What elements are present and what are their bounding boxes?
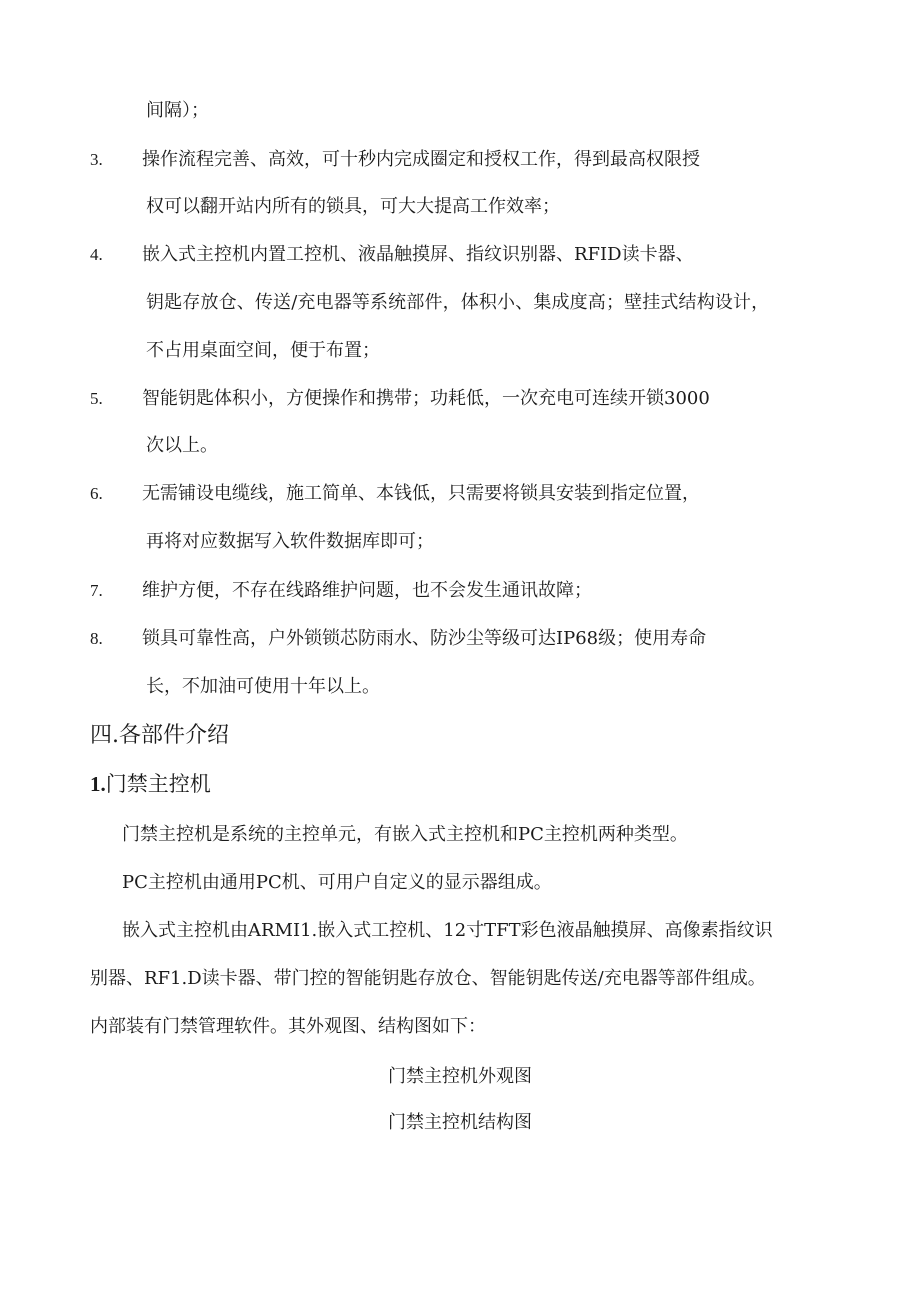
paragraph: 别器、RF1.D读卡器、带门控的智能钥匙存放仓、智能钥匙传送/充电器等部件组成。	[90, 968, 766, 989]
paragraph: 嵌入式主控机由ARMI1.嵌入式工控机、12寸TFT彩色液晶触摸屏、高像素指纹识	[122, 920, 773, 941]
figure-caption: 门禁主控机外观图	[388, 1066, 532, 1087]
list-item-number: 7.	[90, 581, 103, 600]
list-item-text: 钥匙存放仓、传送/充电器等系统部件，体积小、集成度高；壁挂式结构设计，	[146, 292, 770, 313]
paragraph: PC主控机由通用PC机、可用户自定义的显示器组成。	[122, 872, 552, 893]
list-item-number: 4.	[90, 245, 103, 264]
list-item-text: 智能钥匙体积小，方便操作和携带；功耗低，一次充电可连续开锁3000	[142, 388, 710, 409]
section-heading: 四.各部件介绍	[90, 723, 229, 748]
list-item-number: 5.	[90, 389, 103, 408]
subsection-heading	[90, 770, 211, 798]
list-item-text: 嵌入式主控机内置工控机、液晶触摸屏、指纹识别器、RFID读卡器、	[142, 244, 694, 265]
list-item-text: 权可以翻开站内所有的锁具，可大大提高工作效率；	[146, 196, 560, 217]
list-item-number: 6.	[90, 484, 103, 503]
paragraph: 内部装有门禁管理软件。其外观图、结构图如下：	[90, 1016, 486, 1037]
figure-caption: 门禁主控机结构图	[388, 1112, 532, 1133]
subsection-number: 1.	[90, 772, 106, 796]
list-item-text: 次以上。	[146, 435, 218, 456]
list-item-text: 维护方便，不存在线路维护问题，也不会发生通讯故障；	[142, 580, 592, 601]
list-item-number: 8.	[90, 629, 103, 648]
subsection-title: 门禁主控机	[105, 772, 211, 796]
paragraph: 门禁主控机是系统的主控单元，有嵌入式主控机和PC主控机两种类型。	[122, 824, 688, 845]
list-item-text: 锁具可靠性高，户外锁锁芯防雨水、防沙尘等级可达IP68级；使用寿命	[142, 628, 707, 649]
list-item-text: 再将对应数据写入软件数据库即可；	[146, 531, 434, 552]
continuation-text: 间隔）；	[146, 100, 209, 121]
list-item-text: 长，不加油可使用十年以上。	[146, 676, 380, 697]
list-item-text: 操作流程完善、高效，可十秒内完成圈定和授权工作，得到最高权限授	[142, 149, 700, 170]
list-item-text: 不占用桌面空间，便于布置；	[146, 340, 380, 361]
list-item-number: 3.	[90, 150, 103, 169]
list-item-text: 无需铺设电缆线，施工简单、本钱低，只需要将锁具安装到指定位置，	[142, 483, 700, 504]
